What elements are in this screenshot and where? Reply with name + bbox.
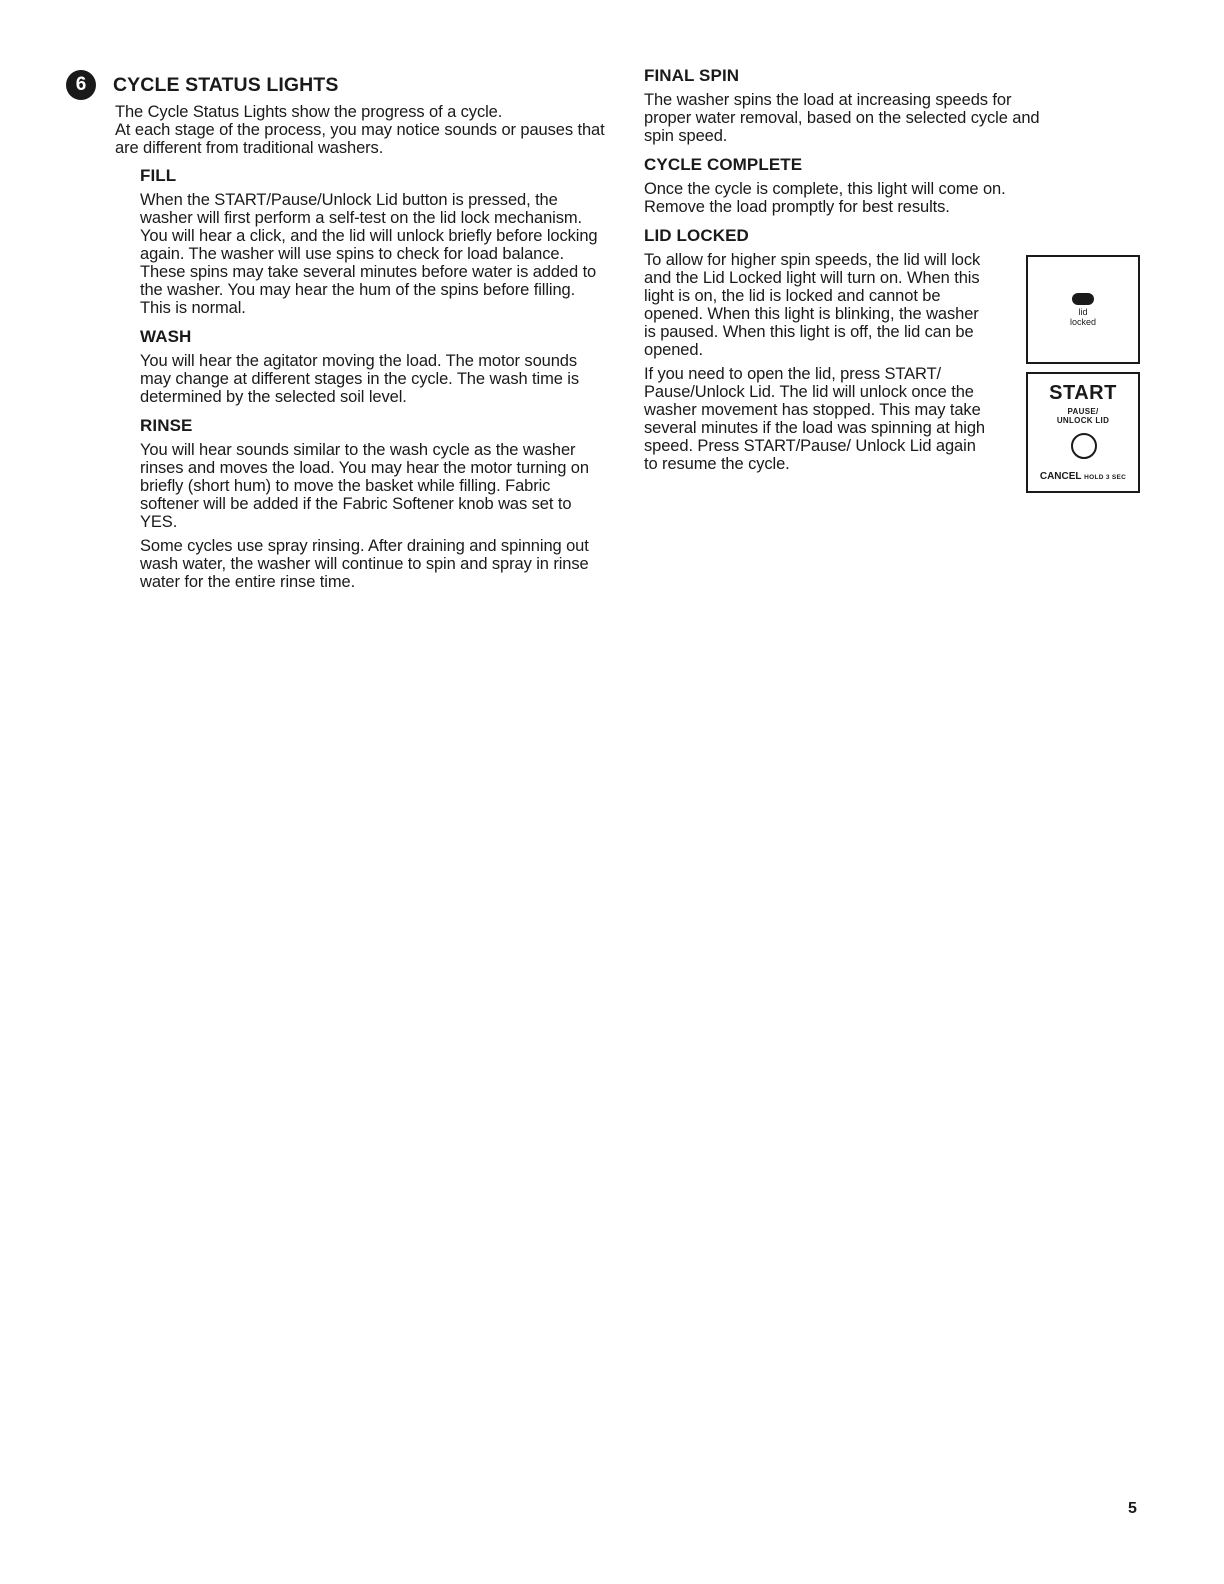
pause-label-line-2: UNLOCK LID <box>1056 416 1110 425</box>
left-column <box>66 70 606 591</box>
final-spin-text: The washer spins the load at increasing speeds for proper water removal, based on the selected cycle and spin speed. <box>644 91 1040 145</box>
start-label: START <box>1049 382 1117 404</box>
section-number-badge: 6 <box>66 70 96 100</box>
intro-line-1: The Cycle Status Lights show the progress of a cycle. <box>115 103 503 121</box>
start-button-circle-icon <box>1071 433 1097 459</box>
fill-text: When the START/Pause/Unlock Lid button is pressed, the washer will first perform a self-test on the lid lock mechanism. You will hear a click, and the lid will unlock briefly before locking again. The washer will use spins to check for load balance. These spins may take several minutes before water is added to the washer. You may hear the hum of the spins before filling. This is normal. <box>140 191 598 317</box>
final-spin-section <box>644 66 1144 145</box>
wash-section <box>140 327 606 406</box>
indicator-label-line-1: lid <box>1078 307 1088 317</box>
cycle-complete-section <box>644 155 1144 216</box>
lid-locked-text-2: If you need to open the lid, press START/ Pause/Unlock Lid. The lid will unlock once the washer movement has stopped. This may take several minutes if the load was spinning at high speed. Press START/Pause/ Unlock Lid again to resume the cycle. <box>644 365 985 473</box>
pause-unlock-label <box>1028 407 1138 425</box>
indicator-label-line-2: locked <box>1069 317 1096 327</box>
lid-locked-heading: LID LOCKED <box>644 226 749 245</box>
hold-label: HOLD 3 SEC <box>1084 474 1127 481</box>
rinse-section <box>140 416 606 591</box>
rinse-heading: RINSE <box>140 416 193 435</box>
page-number: 5 <box>1128 1500 1137 1517</box>
final-spin-heading: FINAL SPIN <box>644 66 740 85</box>
intro-line-2: At each stage of the process, you may notice sounds or pauses that are different from traditional washers. <box>115 121 605 157</box>
section-title: CYCLE STATUS LIGHTS <box>113 73 339 96</box>
section-header <box>66 70 606 100</box>
lid-locked-text-1: To allow for higher spin speeds, the lid will lock and the Lid Locked light will turn on. When this light is on, the lid is locked and cannot be opened. When this light is blinking, the washer is paused. When this light is off, the lid can be opened. <box>644 251 981 359</box>
fill-heading: FILL <box>140 166 177 185</box>
start-button-illustration <box>1026 372 1140 493</box>
cancel-label: CANCEL <box>1039 471 1082 482</box>
lid-locked-indicator-label <box>1028 307 1138 327</box>
cycle-complete-heading: CYCLE COMPLETE <box>644 155 803 174</box>
wash-text: You will hear the agitator moving the load. The motor sounds may change at different stages in the cycle. The wash time is determined by the selected soil level. <box>140 352 580 406</box>
cancel-label-row <box>1028 471 1138 482</box>
rinse-text-2: Some cycles use spray rinsing. After draining and spinning out wash water, the washer will continue to spin and spray in rinse water for the entire rinse time. <box>140 537 589 591</box>
pause-label-line-1: PAUSE/ <box>1067 407 1099 416</box>
cycle-complete-text: Once the cycle is complete, this light will come on. Remove the load promptly for best results. <box>644 180 1006 216</box>
rinse-text-1: You will hear sounds similar to the wash cycle as the washer rinses and moves the load. You may hear the motor turning on briefly (short hum) to move the basket while filling. Fabric softener will be added if the Fabric Softener knob was set to YES. <box>140 441 589 531</box>
lid-locked-indicator-illustration <box>1026 255 1140 364</box>
fill-section <box>140 166 606 317</box>
section-intro <box>115 103 606 157</box>
lid-locked-light-icon <box>1072 293 1094 305</box>
wash-heading: WASH <box>140 327 192 346</box>
